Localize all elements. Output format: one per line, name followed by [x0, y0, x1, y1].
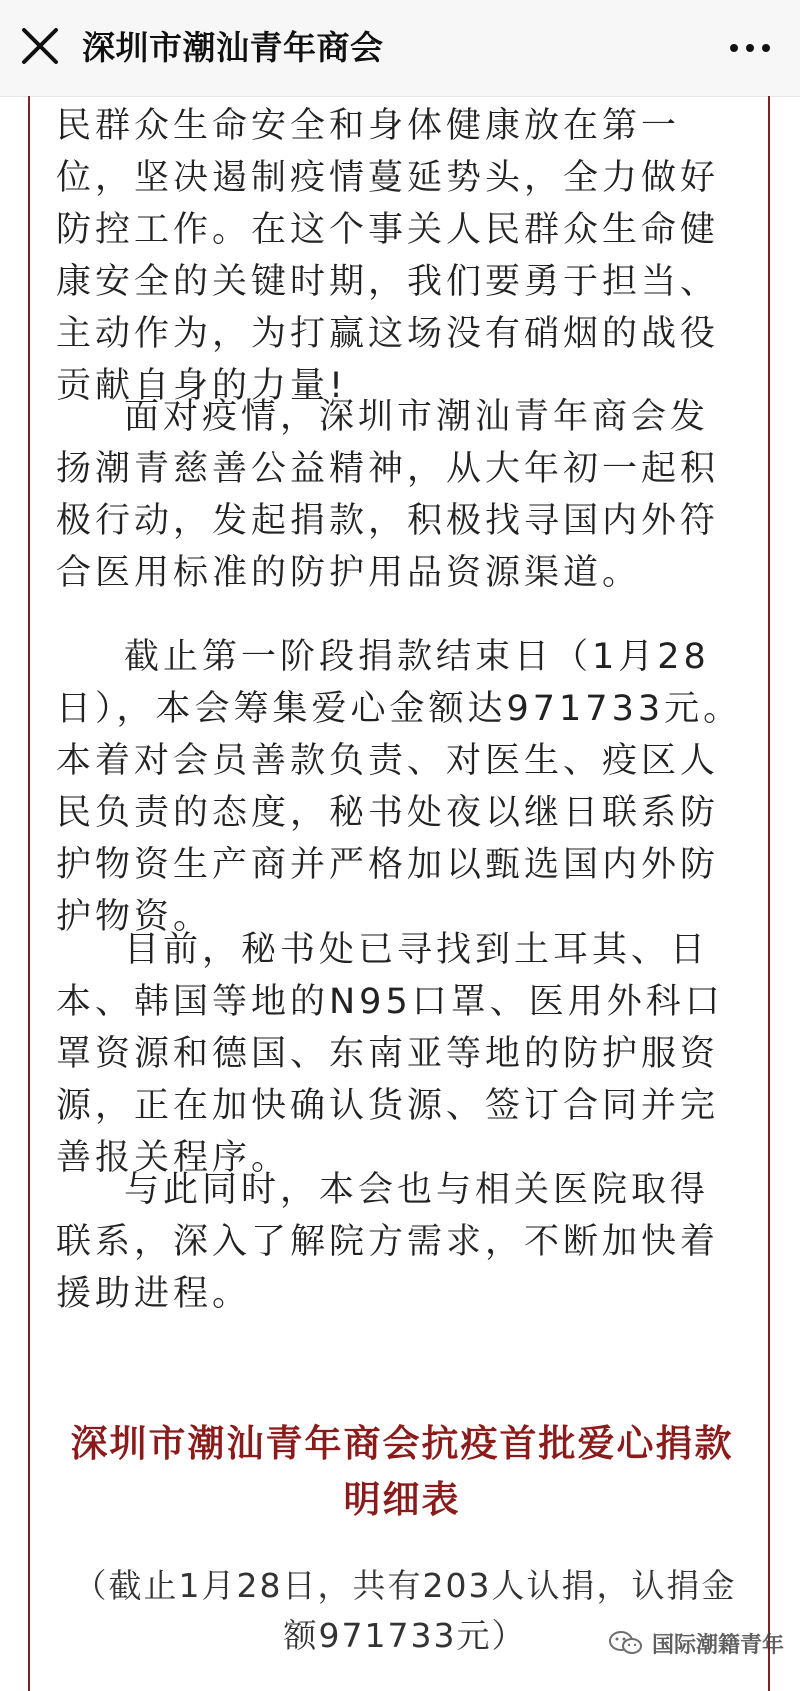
paragraph: 截止第一阶段捐款结束日（1月28日），本会筹集爱心金额达971733元。本着对会员善款负责、对医生、疫区人民负责的态度，秘书处夜以继日联系防护物资生产商并严格加以甄选国内外防护物资。 — [56, 637, 743, 937]
more-icon — [724, 30, 776, 66]
watermark-text: 国际潮籍青年 — [651, 1632, 784, 1658]
close-button[interactable] — [14, 20, 66, 72]
watermark — [608, 1623, 784, 1663]
paragraph: 目前，秘书处已寻找到土耳其、日本、韩国等地的N95口罩、医用外科口罩资源和德国、东南亚等地的防护服资源，正在加快确认货源、签订合同并完善报关程序。 — [56, 930, 724, 1178]
page-title: 深圳市潮汕青年商会 — [82, 28, 384, 67]
paragraph: 面对疫情，深圳市潮汕青年商会发扬潮青慈善公益精神，从大年初一起积极行动，发起捐款，积极找寻国内外符合医用标准的防护用品资源渠道。 — [56, 397, 720, 593]
wechat-icon — [608, 1629, 644, 1657]
more-button[interactable] — [724, 30, 776, 66]
article-content — [28, 96, 770, 1691]
close-icon — [14, 20, 66, 72]
top-bar — [0, 0, 800, 97]
section-title: 深圳市潮汕青年商会抗疫首批爱心捐款明细表 — [70, 1422, 734, 1521]
paragraph: 民群众生命安全和身体健康放在第一位，坚决遏制疫情蔓延势头，全力做好防控工作。在这个事关人民群众生命健康安全的关键时期，我们要勇于担当、主动作为，为打赢这场没有硝烟的战役贡献自身的力量! — [56, 106, 720, 406]
summary-note: （截止1月28日，共有203人认捐，认捐金额971733元） — [73, 1566, 737, 1655]
paragraph: 与此同时，本会也与相关医院取得联系，深入了解院方需求，不断加快着援助进程。 — [56, 1170, 720, 1314]
